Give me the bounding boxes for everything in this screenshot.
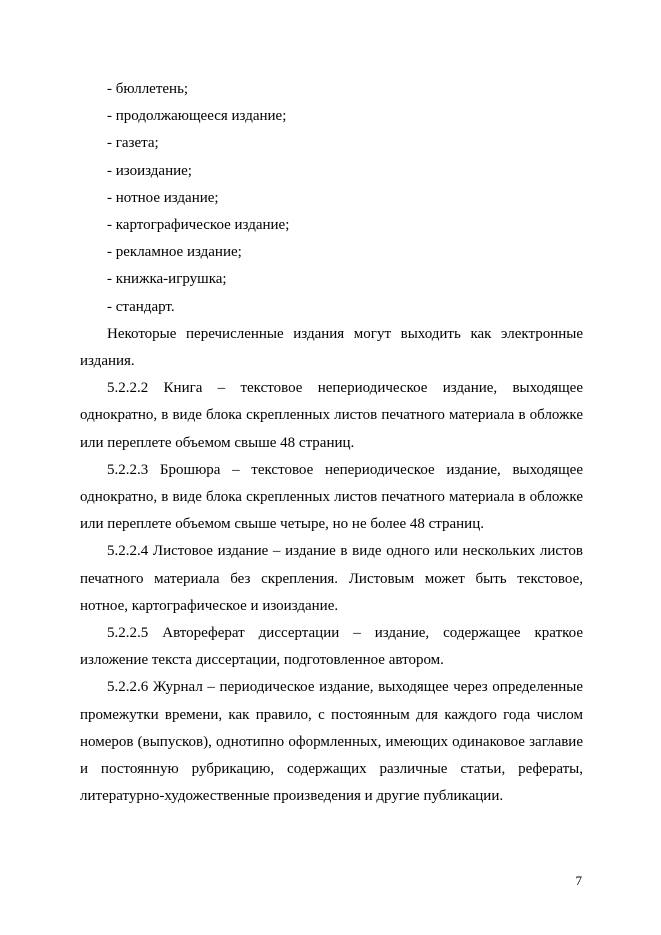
list-item-standard: - стандарт. — [107, 298, 175, 315]
list-item-continuing-edition: - продолжающееся издание; — [107, 108, 287, 125]
list-item-art-edition: - изоиздание; — [107, 162, 192, 179]
list-item-newspaper: - газета; — [107, 135, 159, 152]
list-item-music-edition: - нотное издание; — [107, 189, 219, 206]
page-number: 7 — [575, 873, 582, 888]
body-text — [80, 76, 583, 810]
paragraph-5-2-2-2-book: 5.2.2.2 Книга – текстовое непериодическое издание, выходящее однократно, в виде блока скрепленных листов печатного материала в обложке или переплете объемом свыше 48 страниц. — [80, 380, 583, 451]
list-item-bulletin: - бюллетень; — [107, 81, 189, 97]
list-item-toy-book: - книжка-игрушка; — [107, 271, 227, 288]
paragraph-5-2-2-4-sheet-edition: 5.2.2.4 Листовое издание – издание в виде одного или нескольких листов печатного материала без скрепления. Листовым может быть текстовое, нотное, картографическое и изоиздание. — [80, 543, 583, 614]
list-item-advertising-edition: - рекламное издание; — [107, 244, 242, 261]
paragraph-5-2-2-5-dissertation-abstract: 5.2.2.5 Автореферат диссертации – издание, содержащее краткое изложение текста диссертации, подготовленное автором. — [80, 625, 583, 669]
paragraph-5-2-2-3-brochure: 5.2.2.3 Брошюра – текстовое непериодическое издание, выходящее однократно, в виде блока скрепленных листов печатного материала в обложке или переплете объемом свыше четыре, но не более 48 страниц. — [80, 461, 583, 533]
paragraph-5-2-2-6-journal: 5.2.2.6 Журнал – периодическое издание, выходящее через определенные промежутки времени, как правило, с постоянным для каждого года числом номеров (выпусков), однотипно оформленных, имеющих одинаковое заглавие и постоянную рубрикацию, содержащих различные статьи, рефераты, литературно-художественные произведения и другие публикации. — [80, 679, 583, 805]
list-item-cartographic-edition: - картографическое издание; — [107, 217, 290, 234]
paragraph-electronic-editions: Некоторые перечисленные издания могут выходить как электронные издания. — [80, 325, 583, 370]
